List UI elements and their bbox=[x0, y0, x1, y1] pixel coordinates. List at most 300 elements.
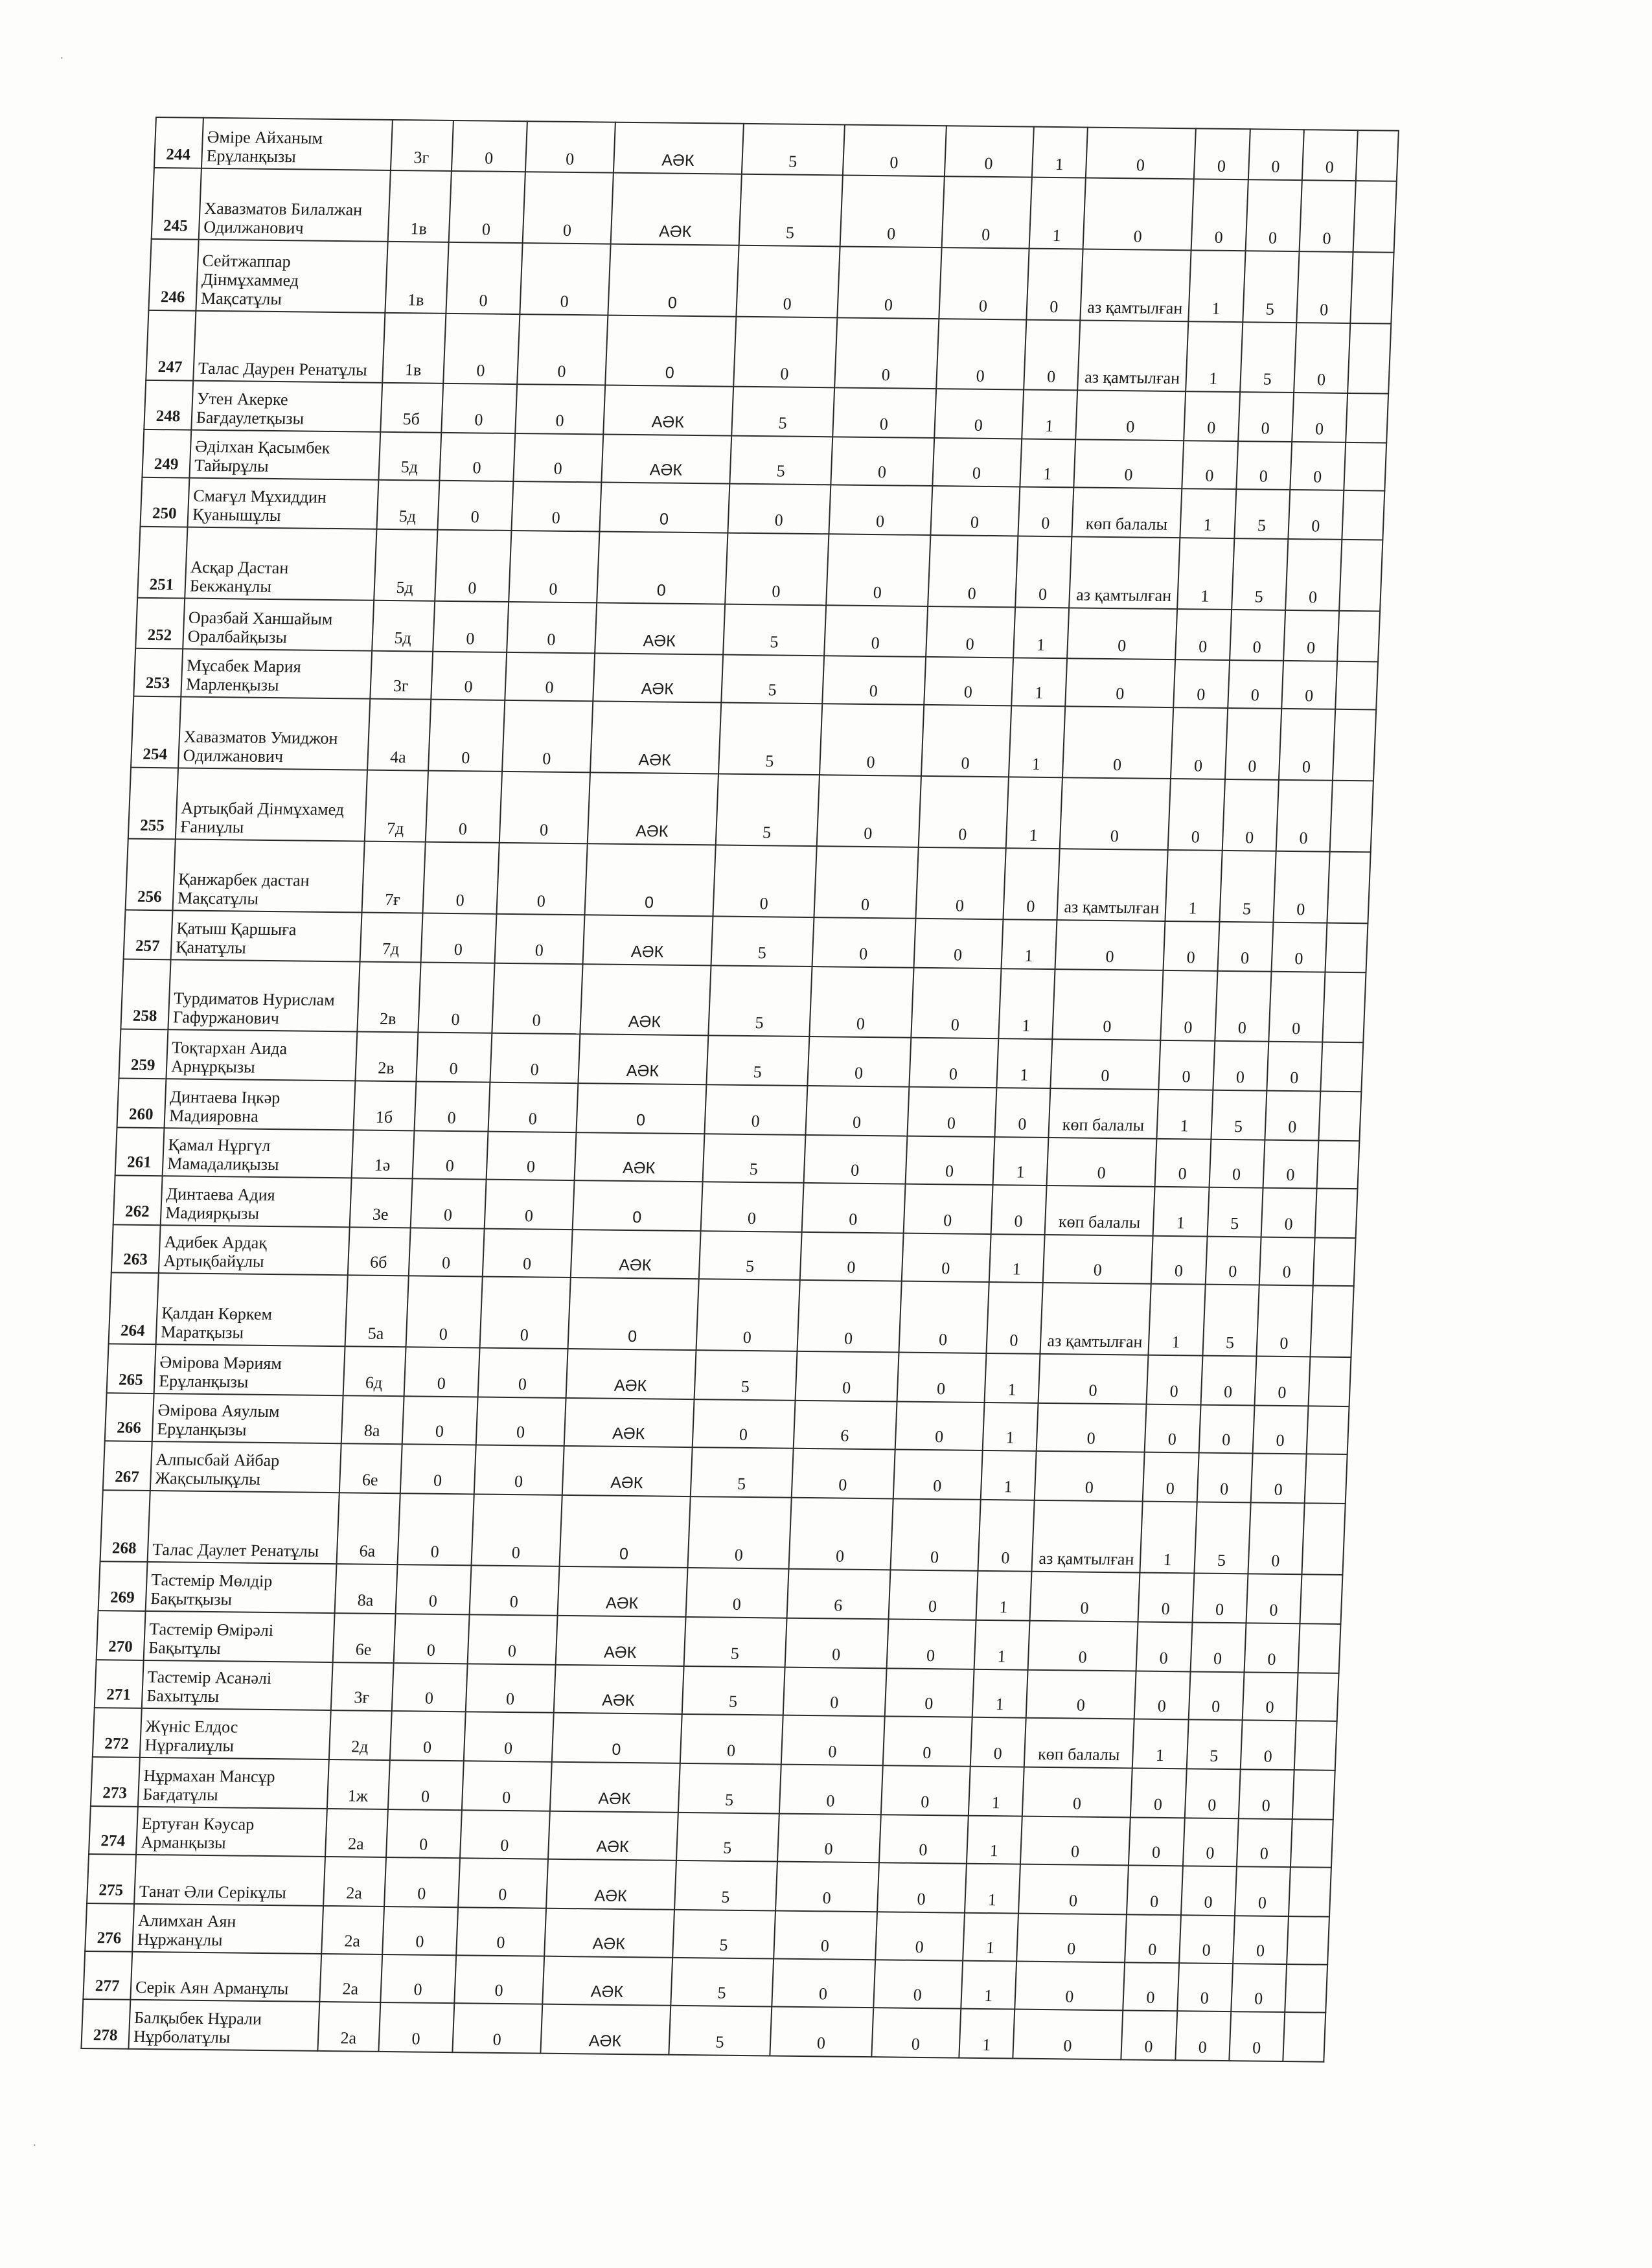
value-cell: 1 bbox=[998, 968, 1055, 1039]
value-cell: 0 bbox=[439, 433, 516, 481]
value-cell: 0 bbox=[1273, 851, 1330, 923]
value-cell: 1 bbox=[1180, 488, 1236, 538]
value-cell: 0 bbox=[1213, 1041, 1268, 1091]
value-cell: 0 bbox=[1228, 660, 1283, 709]
value-cell: 0 bbox=[1123, 1962, 1178, 2011]
value-cell: 0 bbox=[1184, 1769, 1240, 1818]
value-cell: 0 bbox=[704, 1084, 807, 1135]
value-cell: 0 bbox=[502, 700, 593, 772]
value-cell: 0 bbox=[1248, 129, 1303, 180]
category-cell: 0 bbox=[1076, 390, 1186, 441]
status-cell: 0 bbox=[568, 1277, 698, 1350]
student-name: Талас Даурен Ренатұлы bbox=[193, 311, 385, 383]
category-cell: аз қамтылған bbox=[1081, 249, 1191, 322]
value-cell: 0 bbox=[1175, 609, 1231, 660]
category-cell: 0 bbox=[1028, 1621, 1138, 1671]
value-cell: 0 bbox=[389, 1711, 466, 1761]
value-cell: 0 bbox=[1265, 1091, 1320, 1141]
status-cell: АӘК bbox=[557, 1566, 687, 1617]
value-cell: 0 bbox=[410, 1178, 487, 1228]
student-name: Смағұл Мұхиддин Қуанышұлы bbox=[187, 478, 378, 529]
value-cell: 0 bbox=[878, 1815, 968, 1863]
row-number: 257 bbox=[124, 910, 173, 960]
empty-cell bbox=[1292, 1770, 1335, 1820]
student-name: Жүніс Елдос Нұрғалиұлы bbox=[140, 1708, 331, 1759]
value-cell: 0 bbox=[1121, 2010, 1176, 2060]
row-number: 267 bbox=[103, 1441, 152, 1491]
category-cell: 0 bbox=[1047, 1138, 1157, 1187]
status-cell: АӘК bbox=[593, 653, 723, 702]
value-cell: 5 bbox=[729, 436, 832, 485]
value-cell: 5 bbox=[682, 1666, 785, 1715]
class-cell: 1ә bbox=[351, 1130, 414, 1178]
value-cell: 0 bbox=[733, 317, 838, 388]
table-row bbox=[100, 1490, 1346, 1575]
value-cell: 1 bbox=[1029, 178, 1086, 249]
category-cell: 0 bbox=[1013, 2010, 1123, 2060]
empty-cell bbox=[1298, 1623, 1341, 1673]
value-cell: 0 bbox=[770, 2006, 873, 2057]
value-cell: 0 bbox=[516, 384, 605, 434]
value-cell: 0 bbox=[1246, 1574, 1302, 1623]
value-cell: 0 bbox=[921, 705, 1011, 777]
empty-cell bbox=[1351, 252, 1394, 324]
value-cell: 1 bbox=[974, 1620, 1030, 1670]
value-cell: 0 bbox=[926, 606, 1016, 658]
value-cell: 0 bbox=[913, 919, 1003, 968]
status-cell: 0 bbox=[584, 843, 715, 916]
value-cell: 5 bbox=[1232, 538, 1289, 610]
status-cell: 0 bbox=[572, 1180, 702, 1231]
value-cell: 0 bbox=[1233, 1916, 1289, 1964]
category-cell: аз қамтылған bbox=[1078, 320, 1189, 391]
value-cell: 6 bbox=[794, 1401, 897, 1450]
student-name: Тастемір Өмірәлі Бақытұлы bbox=[144, 1611, 335, 1662]
value-cell: 0 bbox=[1235, 1866, 1291, 1916]
value-cell: 0 bbox=[1181, 1866, 1237, 1916]
value-cell: 0 bbox=[817, 775, 921, 847]
value-cell: 5 bbox=[683, 1617, 786, 1667]
value-cell: 0 bbox=[838, 246, 942, 319]
row-number: 244 bbox=[154, 117, 203, 168]
status-cell: 0 bbox=[605, 315, 736, 387]
value-cell: 0 bbox=[991, 1185, 1047, 1235]
value-cell: 0 bbox=[1190, 1622, 1246, 1672]
row-number: 250 bbox=[140, 477, 189, 527]
student-name: Тастемір Асанәлі Бахытұлы bbox=[142, 1660, 333, 1710]
value-cell: 0 bbox=[928, 535, 1018, 607]
category-cell: 0 bbox=[1018, 1864, 1129, 1915]
value-cell: 0 bbox=[915, 847, 1006, 919]
value-cell: 5 bbox=[708, 965, 812, 1037]
row-number: 245 bbox=[152, 168, 201, 240]
value-cell: 0 bbox=[1239, 1769, 1294, 1819]
empty-cell bbox=[1356, 130, 1399, 181]
value-cell: 0 bbox=[460, 1810, 549, 1859]
value-cell: 0 bbox=[1179, 1915, 1235, 1964]
category-cell: 0 bbox=[1030, 1572, 1140, 1622]
student-name: Тастемір Мөлдір Бақытқызы bbox=[146, 1562, 337, 1613]
empty-cell bbox=[1311, 1285, 1354, 1357]
value-cell: 0 bbox=[1243, 1672, 1298, 1721]
status-cell: АӘК bbox=[566, 1349, 696, 1399]
empty-cell bbox=[1348, 323, 1391, 394]
status-cell: АӘК bbox=[564, 1398, 694, 1447]
empty-cell bbox=[1294, 1721, 1337, 1770]
value-cell: 0 bbox=[425, 771, 502, 843]
value-cell: 0 bbox=[380, 1954, 457, 2003]
value-cell: 0 bbox=[829, 485, 932, 535]
value-cell: 0 bbox=[897, 1353, 986, 1403]
student-name: Қанжарбек дастан Мақсатұлы bbox=[172, 839, 364, 912]
class-cell: 2а bbox=[319, 1954, 382, 2002]
value-cell: 5 bbox=[1194, 1502, 1251, 1574]
table-row bbox=[152, 168, 1397, 253]
value-cell: 1 bbox=[1011, 658, 1067, 706]
value-cell: 0 bbox=[1241, 1720, 1296, 1770]
category-cell: 0 bbox=[1053, 969, 1164, 1040]
status-cell: АӘК bbox=[546, 1859, 676, 1910]
category-cell: 0 bbox=[1062, 706, 1173, 779]
student-name: Алпысбай Айбар Жақсылықұлы bbox=[150, 1441, 341, 1493]
value-cell: 1 bbox=[1189, 250, 1246, 322]
status-cell: АӘК bbox=[614, 122, 744, 174]
value-cell: 0 bbox=[1155, 1139, 1211, 1187]
class-cell: 6б bbox=[348, 1227, 411, 1276]
status-cell: АӘК bbox=[590, 701, 721, 773]
table-row bbox=[120, 959, 1366, 1043]
status-cell: АӘК bbox=[603, 385, 733, 436]
value-cell: 0 bbox=[797, 1280, 902, 1353]
row-number: 258 bbox=[120, 959, 170, 1030]
value-cell: 5 bbox=[699, 1231, 802, 1280]
value-cell: 0 bbox=[886, 1619, 976, 1669]
value-cell: 0 bbox=[1253, 1405, 1309, 1454]
value-cell: 0 bbox=[696, 1279, 800, 1351]
value-cell: 5 bbox=[672, 1910, 775, 1959]
value-cell: 0 bbox=[1236, 441, 1292, 490]
value-cell: 0 bbox=[512, 481, 601, 531]
status-cell: 0 bbox=[576, 1083, 706, 1134]
category-cell: 0 bbox=[1083, 178, 1194, 251]
value-cell: 0 bbox=[806, 1086, 909, 1136]
value-cell: 0 bbox=[1254, 1357, 1310, 1406]
category-cell: 0 bbox=[1015, 1962, 1125, 2011]
row-number: 265 bbox=[107, 1344, 156, 1393]
value-cell: 0 bbox=[824, 605, 927, 657]
empty-cell bbox=[1300, 1574, 1343, 1624]
value-cell: 1 bbox=[967, 1816, 1022, 1864]
status-cell: АӘК bbox=[571, 1230, 701, 1279]
category-cell: 0 bbox=[1055, 920, 1165, 970]
category-cell: аз қамтылған bbox=[1057, 849, 1168, 921]
status-cell: АӘК bbox=[548, 1811, 678, 1861]
value-cell: 0 bbox=[810, 967, 914, 1038]
row-number: 278 bbox=[81, 1999, 130, 2049]
row-number: 249 bbox=[142, 430, 191, 478]
value-cell: 1 bbox=[969, 1767, 1024, 1816]
class-cell: 2а bbox=[325, 1809, 388, 1857]
value-cell: 0 bbox=[792, 1449, 895, 1499]
student-name: Нұрмахан Мансұр Бағдатұлы bbox=[138, 1758, 329, 1809]
category-cell: көп балалы bbox=[1045, 1186, 1155, 1236]
student-name: Қалдан Көркем Маратқызы bbox=[156, 1273, 348, 1346]
value-cell: 0 bbox=[1143, 1452, 1199, 1502]
student-name: Адибек Ардақ Артықбайұлы bbox=[159, 1225, 350, 1275]
value-cell: 1 bbox=[996, 1038, 1052, 1088]
scan-speck: · bbox=[60, 51, 64, 65]
status-cell: АӘК bbox=[588, 772, 718, 845]
empty-cell bbox=[1344, 442, 1387, 491]
value-cell: 0 bbox=[1268, 972, 1325, 1042]
value-cell: 0 bbox=[1192, 1573, 1248, 1623]
value-cell: 0 bbox=[1138, 1573, 1194, 1623]
value-cell: 0 bbox=[406, 1276, 483, 1347]
row-number: 262 bbox=[113, 1175, 163, 1225]
empty-cell bbox=[1317, 1141, 1360, 1189]
value-cell: 0 bbox=[523, 172, 614, 244]
value-cell: 0 bbox=[774, 1911, 877, 1960]
value-cell: 0 bbox=[808, 1037, 911, 1087]
value-cell: 5 bbox=[678, 1763, 781, 1814]
value-cell: 0 bbox=[888, 1570, 978, 1620]
value-cell: 0 bbox=[1173, 659, 1229, 708]
value-cell: 5 bbox=[676, 1813, 779, 1862]
value-cell: 0 bbox=[1231, 1964, 1287, 2012]
student-name: Талас Даулет Ренатұлы bbox=[147, 1491, 339, 1564]
empty-cell bbox=[1302, 1503, 1346, 1575]
value-cell: 0 bbox=[1296, 251, 1353, 323]
empty-cell bbox=[1325, 923, 1368, 973]
value-cell: 0 bbox=[1271, 922, 1327, 972]
empty-cell bbox=[1307, 1406, 1349, 1454]
value-cell: 0 bbox=[877, 1862, 967, 1912]
value-cell: 0 bbox=[416, 1032, 492, 1082]
category-cell: 0 bbox=[1037, 1403, 1147, 1452]
category-cell: аз қамтылған bbox=[1040, 1283, 1151, 1355]
value-cell: 0 bbox=[680, 1714, 783, 1765]
value-cell: 0 bbox=[826, 534, 930, 606]
value-cell: 0 bbox=[936, 319, 1027, 389]
value-cell: 5 bbox=[1207, 1187, 1263, 1237]
value-cell: 0 bbox=[804, 1135, 907, 1184]
status-cell: АӘК bbox=[562, 1446, 693, 1496]
row-number: 277 bbox=[83, 1951, 132, 2000]
value-cell: 5 bbox=[694, 1350, 797, 1401]
value-cell: 5 bbox=[718, 703, 823, 775]
student-table-sheet bbox=[80, 117, 1399, 2063]
value-cell: 1 bbox=[981, 1450, 1037, 1500]
student-name: Қатыш Қаршыға Қанатұлы bbox=[171, 910, 362, 961]
value-cell: 0 bbox=[476, 1397, 566, 1446]
row-number: 248 bbox=[144, 380, 193, 430]
value-cell: 1 bbox=[1186, 321, 1243, 392]
student-name: Әділхан Қасымбек Тайырұлы bbox=[189, 430, 380, 480]
student-name: Динтаева Адия Мадиярқызы bbox=[161, 1176, 352, 1227]
category-cell: 0 bbox=[1022, 1767, 1132, 1818]
status-cell: АӘК bbox=[554, 1665, 684, 1714]
value-cell: 0 bbox=[1222, 779, 1279, 851]
value-cell: 0 bbox=[1263, 1140, 1319, 1189]
value-cell: 0 bbox=[1134, 1671, 1190, 1720]
value-cell: 0 bbox=[789, 1498, 893, 1570]
value-cell: 1 bbox=[1140, 1502, 1197, 1574]
category-cell: 0 bbox=[1074, 439, 1184, 488]
value-cell: 0 bbox=[1292, 393, 1348, 442]
value-cell: 0 bbox=[1125, 1914, 1180, 1963]
class-cell: 2а bbox=[317, 2002, 380, 2052]
row-number: 268 bbox=[100, 1490, 150, 1562]
empty-cell bbox=[1353, 181, 1397, 253]
class-cell: 6е bbox=[339, 1443, 402, 1493]
value-cell: 0 bbox=[781, 1715, 884, 1766]
value-cell: 0 bbox=[911, 968, 1002, 1038]
scan-speck: · bbox=[32, 2138, 37, 2152]
value-cell: 0 bbox=[470, 1565, 559, 1615]
value-cell: 0 bbox=[1245, 1623, 1300, 1673]
value-cell: 0 bbox=[402, 1396, 478, 1445]
student-name: Хавазматов Умиджон Одилжанович bbox=[178, 696, 370, 770]
class-cell: 1в bbox=[387, 170, 451, 242]
value-cell: 1 bbox=[1149, 1284, 1206, 1356]
value-cell: 0 bbox=[1215, 971, 1272, 1042]
row-number: 254 bbox=[131, 696, 181, 768]
class-cell: 3ғ bbox=[331, 1662, 394, 1711]
value-cell: 0 bbox=[1285, 539, 1342, 611]
value-cell: 0 bbox=[393, 1614, 470, 1664]
value-cell: 0 bbox=[517, 314, 608, 385]
value-cell: 0 bbox=[412, 1130, 488, 1179]
value-cell: 0 bbox=[785, 1618, 888, 1669]
status-cell: 0 bbox=[559, 1495, 690, 1568]
value-cell: 0 bbox=[1194, 128, 1250, 179]
value-cell: 0 bbox=[1251, 1453, 1307, 1503]
value-cell: 0 bbox=[1130, 1768, 1186, 1818]
empty-cell bbox=[1327, 852, 1371, 924]
category-cell: 0 bbox=[1020, 1816, 1130, 1866]
value-cell: 5 bbox=[691, 1447, 794, 1498]
value-cell: 0 bbox=[1199, 1405, 1254, 1454]
value-cell: 0 bbox=[386, 1809, 463, 1858]
value-cell: 0 bbox=[448, 171, 525, 243]
value-cell: 5 bbox=[1202, 1285, 1259, 1357]
class-cell: 1ж bbox=[327, 1759, 390, 1809]
status-cell: АӘК bbox=[540, 2004, 671, 2055]
class-cell: 6д bbox=[343, 1346, 406, 1396]
value-cell: 1 bbox=[976, 1571, 1032, 1621]
empty-cell bbox=[1330, 781, 1373, 853]
value-cell: 0 bbox=[1197, 1453, 1252, 1503]
class-cell: 3е bbox=[349, 1178, 412, 1228]
value-cell: 0 bbox=[422, 842, 499, 914]
value-cell: 0 bbox=[893, 1449, 982, 1499]
row-number: 246 bbox=[148, 239, 198, 311]
value-cell: 0 bbox=[382, 1907, 459, 1955]
student-table bbox=[80, 117, 1399, 2063]
value-cell: 5 bbox=[671, 1958, 774, 2007]
value-cell: 0 bbox=[909, 1038, 998, 1088]
value-cell: 0 bbox=[779, 1765, 882, 1815]
value-cell: 0 bbox=[802, 1183, 905, 1233]
value-cell: 0 bbox=[939, 247, 1029, 319]
value-cell: 0 bbox=[446, 242, 523, 314]
value-cell: 0 bbox=[1209, 1140, 1265, 1188]
class-cell: 7д bbox=[360, 913, 422, 963]
value-cell: 0 bbox=[924, 657, 1013, 705]
value-cell: 0 bbox=[822, 656, 925, 705]
value-cell: 0 bbox=[455, 1955, 544, 2004]
value-cell: 0 bbox=[458, 1858, 547, 1908]
value-cell: 5 bbox=[1243, 251, 1300, 323]
value-cell: 0 bbox=[431, 652, 507, 700]
empty-cell bbox=[1337, 611, 1380, 662]
student-name: Балқыбек Нұрали Нұрболатұлы bbox=[128, 2000, 319, 2051]
category-cell: 0 bbox=[1043, 1235, 1153, 1284]
value-cell: 0 bbox=[1015, 536, 1072, 608]
value-cell: 0 bbox=[487, 1132, 576, 1180]
class-cell: 5д bbox=[372, 601, 435, 652]
value-cell: 0 bbox=[395, 1564, 472, 1614]
value-cell: 0 bbox=[970, 1717, 1026, 1767]
value-cell: 6 bbox=[787, 1569, 890, 1620]
value-cell: 5 bbox=[731, 387, 834, 437]
value-cell: 0 bbox=[435, 530, 512, 602]
empty-cell bbox=[1285, 1964, 1328, 2013]
value-cell: 0 bbox=[499, 772, 590, 843]
value-cell: 0 bbox=[1302, 130, 1358, 181]
value-cell: 0 bbox=[464, 1712, 553, 1761]
student-name: Турдиматов Нурислам Гафуржанович bbox=[168, 959, 360, 1031]
class-cell: 3г bbox=[370, 651, 433, 700]
category-cell: көп балалы bbox=[1049, 1088, 1159, 1139]
student-name: Динтаева Іңкәр Мадияровна bbox=[164, 1079, 355, 1130]
class-cell: 2в bbox=[355, 1031, 418, 1081]
student-name: Мұсабек Мария Марленқызы bbox=[181, 649, 372, 699]
table-row bbox=[146, 310, 1391, 394]
value-cell: 0 bbox=[520, 243, 611, 315]
value-cell: 0 bbox=[700, 1182, 803, 1232]
value-cell: 0 bbox=[1018, 487, 1073, 536]
value-cell: 0 bbox=[901, 1233, 991, 1282]
value-cell: 0 bbox=[1024, 320, 1081, 391]
value-cell: 1 bbox=[1157, 1090, 1213, 1140]
value-cell: 0 bbox=[899, 1281, 989, 1353]
value-cell: 0 bbox=[1129, 1817, 1184, 1866]
value-cell: 0 bbox=[509, 531, 599, 602]
value-cell: 1 bbox=[1153, 1187, 1209, 1237]
student-name: Әміре Айханым Ерұланқызы bbox=[201, 118, 393, 170]
category-cell: 0 bbox=[1026, 1670, 1136, 1719]
row-number: 259 bbox=[119, 1029, 168, 1079]
row-number: 260 bbox=[117, 1078, 166, 1128]
status-cell: 0 bbox=[608, 244, 739, 317]
student-name: Алимхан Аян Нұржанұлы bbox=[132, 1904, 323, 1954]
table-row bbox=[137, 527, 1382, 612]
table-row bbox=[109, 1272, 1354, 1357]
value-cell: 0 bbox=[1127, 1865, 1182, 1915]
value-cell: 0 bbox=[775, 1862, 878, 1912]
category-cell: аз қамтылған bbox=[1070, 536, 1180, 609]
value-cell: 0 bbox=[687, 1496, 792, 1569]
class-cell: 7ғ bbox=[361, 842, 425, 913]
value-cell: 0 bbox=[472, 1494, 562, 1566]
status-cell: 0 bbox=[599, 482, 729, 533]
value-cell: 0 bbox=[1290, 442, 1346, 490]
category-cell: 0 bbox=[1038, 1354, 1149, 1404]
value-cell: 0 bbox=[930, 486, 1020, 536]
empty-cell bbox=[1309, 1357, 1351, 1406]
empty-cell bbox=[1283, 2012, 1326, 2062]
